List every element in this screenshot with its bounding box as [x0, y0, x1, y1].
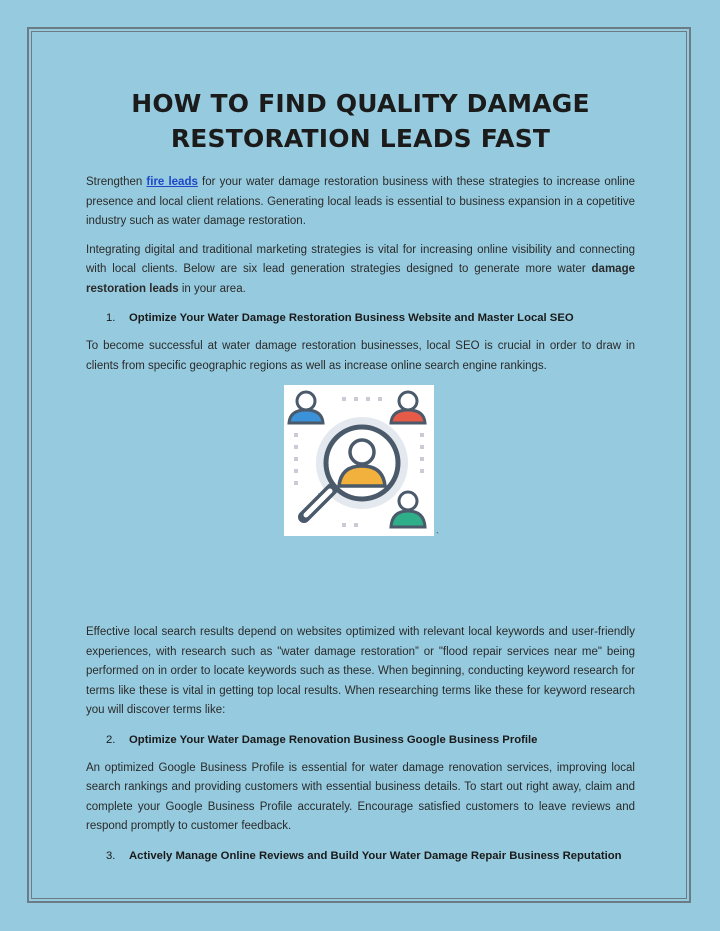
- section-2-title: Optimize Your Water Damage Renovation Business Google Business Profile: [129, 733, 538, 746]
- section-2-body: An optimized Google Business Profile is essential for water damage renovation services, improving local search rankings and providing customers with essential business details. To start out right away, claim and complete your Google Business Profile accurately. Encourage satisfied customers to leave reviews and respond promptly to customer feedback.: [86, 761, 635, 832]
- intro-paragraph: [86, 173, 635, 232]
- strategies-text: Integrating digital and traditional marketing strategies is vital for increasing online visibility and connecting with local clients. Below are six lead generation strategies designed to generate more water: [86, 243, 635, 275]
- document-body: [86, 86, 635, 875]
- section-3-number: 3.: [106, 849, 116, 862]
- figure-container: [86, 385, 635, 585]
- title-line-2: RESTORATION LEADS FAST: [170, 124, 551, 153]
- intro-before-link: Strengthen: [86, 176, 143, 188]
- strategies-bold: damage restoration leads: [86, 263, 635, 295]
- figure-trailing-mark: `: [436, 531, 439, 541]
- section-1-heading: [86, 308, 635, 328]
- fire-leads-link[interactable]: fire leads: [146, 176, 198, 188]
- section-1-body: To become successful at water damage restoration businesses, local SEO is crucial in order to draw in clients from specific geographic regions as well as increase online search engine rankings.: [86, 340, 635, 372]
- section-3-title: Actively Manage Online Reviews and Build Your Water Damage Repair Business Reputation: [129, 849, 622, 862]
- section-2-number: 2.: [106, 733, 116, 746]
- section-2-heading: [86, 730, 635, 750]
- section-1-title: Optimize Your Water Damage Restoration Business Website and Master Local SEO: [129, 312, 574, 324]
- strategies-tail: in your area.: [181, 282, 246, 295]
- page-title: [86, 86, 635, 156]
- section-3-heading: [86, 846, 635, 866]
- intro-after-link: for your water damage restoration business with these strategies to increase online presence and local client relations. Generating local leads is essential to business expansion in a copetitive industry such as water damage restoration.: [86, 176, 636, 227]
- local-search-people-icon: [284, 385, 434, 536]
- section-1-number: 1.: [106, 312, 116, 324]
- strategies-paragraph: [86, 241, 635, 300]
- keyword-research-paragraph: Effective local search results depend on websites optimized with relevant local keywords and user-friendly experiences, with research such as "water damage restoration” or "flood repair services near me" being performed on in order to locate keywords such as these. When beginning, conducting keyword research for terms like these is vital in getting top local results. When researching terms like these for keyword research you will discover terms like:: [86, 626, 635, 716]
- title-line-1: HOW TO FIND QUALITY DAMAGE: [131, 89, 590, 118]
